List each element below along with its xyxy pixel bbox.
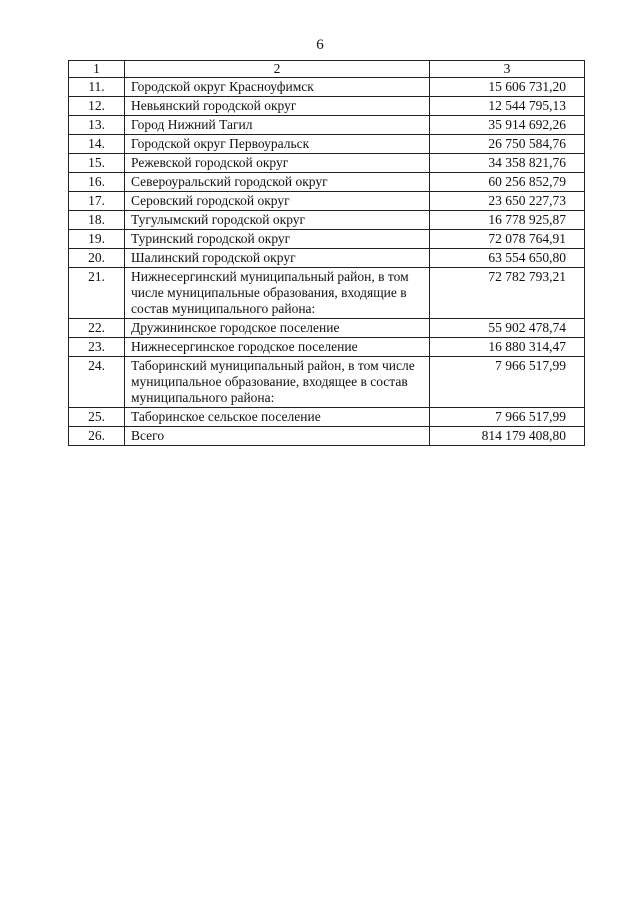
amount-value: 34 358 821,76 — [430, 154, 585, 173]
municipality-name: Шалинский городской округ — [125, 249, 430, 268]
row-number: 26. — [69, 427, 125, 446]
table-row — [69, 116, 585, 135]
column-header-3: 3 — [430, 61, 585, 78]
column-header-2: 2 — [125, 61, 430, 78]
amount-value: 55 902 478,74 — [430, 319, 585, 338]
row-number: 19. — [69, 230, 125, 249]
table-row — [69, 338, 585, 357]
table-row — [69, 192, 585, 211]
municipality-name: Тугулымский городской округ — [125, 211, 430, 230]
amount-value: 7 966 517,99 — [430, 408, 585, 427]
total-label: Всего — [125, 427, 430, 446]
row-number: 21. — [69, 268, 125, 319]
row-number: 25. — [69, 408, 125, 427]
table-row — [69, 78, 585, 97]
municipality-name: Режевской городской округ — [125, 154, 430, 173]
amount-value: 12 544 795,13 — [430, 97, 585, 116]
row-number: 18. — [69, 211, 125, 230]
table-row — [69, 230, 585, 249]
row-number: 17. — [69, 192, 125, 211]
municipality-name: Североуральский городской округ — [125, 173, 430, 192]
municipality-name: Таборинский муниципальный район, в том числе муниципальное образование, входящее в состав муниципального района: — [125, 357, 430, 408]
municipality-name: Серовский городской округ — [125, 192, 430, 211]
row-number: 16. — [69, 173, 125, 192]
table-row — [69, 357, 585, 408]
amount-value: 16 880 314,47 — [430, 338, 585, 357]
amount-value: 35 914 692,26 — [430, 116, 585, 135]
amount-value: 15 606 731,20 — [430, 78, 585, 97]
table-row — [69, 268, 585, 319]
amount-value: 23 650 227,73 — [430, 192, 585, 211]
municipality-name: Дружининское городское поселение — [125, 319, 430, 338]
table-row — [69, 135, 585, 154]
total-value: 814 179 408,80 — [430, 427, 585, 446]
column-header-1: 1 — [69, 61, 125, 78]
amount-value: 16 778 925,87 — [430, 211, 585, 230]
table-row — [69, 319, 585, 338]
table-row — [69, 211, 585, 230]
table-row — [69, 408, 585, 427]
row-number: 14. — [69, 135, 125, 154]
municipality-name: Нижнесергинский муниципальный район, в том числе муниципальные образования, входящие в состав муниципального района: — [125, 268, 430, 319]
table-row — [69, 154, 585, 173]
municipality-name: Городской округ Первоуральск — [125, 135, 430, 154]
budget-table — [68, 60, 585, 446]
amount-value: 26 750 584,76 — [430, 135, 585, 154]
amount-value: 7 966 517,99 — [430, 357, 585, 408]
row-number: 15. — [69, 154, 125, 173]
municipality-name: Невьянский городской округ — [125, 97, 430, 116]
row-number: 20. — [69, 249, 125, 268]
amount-value: 72 782 793,21 — [430, 268, 585, 319]
table-row-total — [69, 427, 585, 446]
row-number: 11. — [69, 78, 125, 97]
amount-value: 72 078 764,91 — [430, 230, 585, 249]
table-row — [69, 173, 585, 192]
row-number: 12. — [69, 97, 125, 116]
row-number: 23. — [69, 338, 125, 357]
table-row — [69, 249, 585, 268]
row-number: 24. — [69, 357, 125, 408]
municipality-name: Городской округ Красноуфимск — [125, 78, 430, 97]
municipality-name: Нижнесергинское городское поселение — [125, 338, 430, 357]
municipality-name: Туринский городской округ — [125, 230, 430, 249]
page-number: 6 — [316, 37, 324, 53]
row-number: 22. — [69, 319, 125, 338]
municipality-name: Город Нижний Тагил — [125, 116, 430, 135]
table-row — [69, 97, 585, 116]
amount-value: 60 256 852,79 — [430, 173, 585, 192]
municipality-name: Таборинское сельское поселение — [125, 408, 430, 427]
table-header-row — [69, 61, 585, 78]
row-number: 13. — [69, 116, 125, 135]
amount-value: 63 554 650,80 — [430, 249, 585, 268]
